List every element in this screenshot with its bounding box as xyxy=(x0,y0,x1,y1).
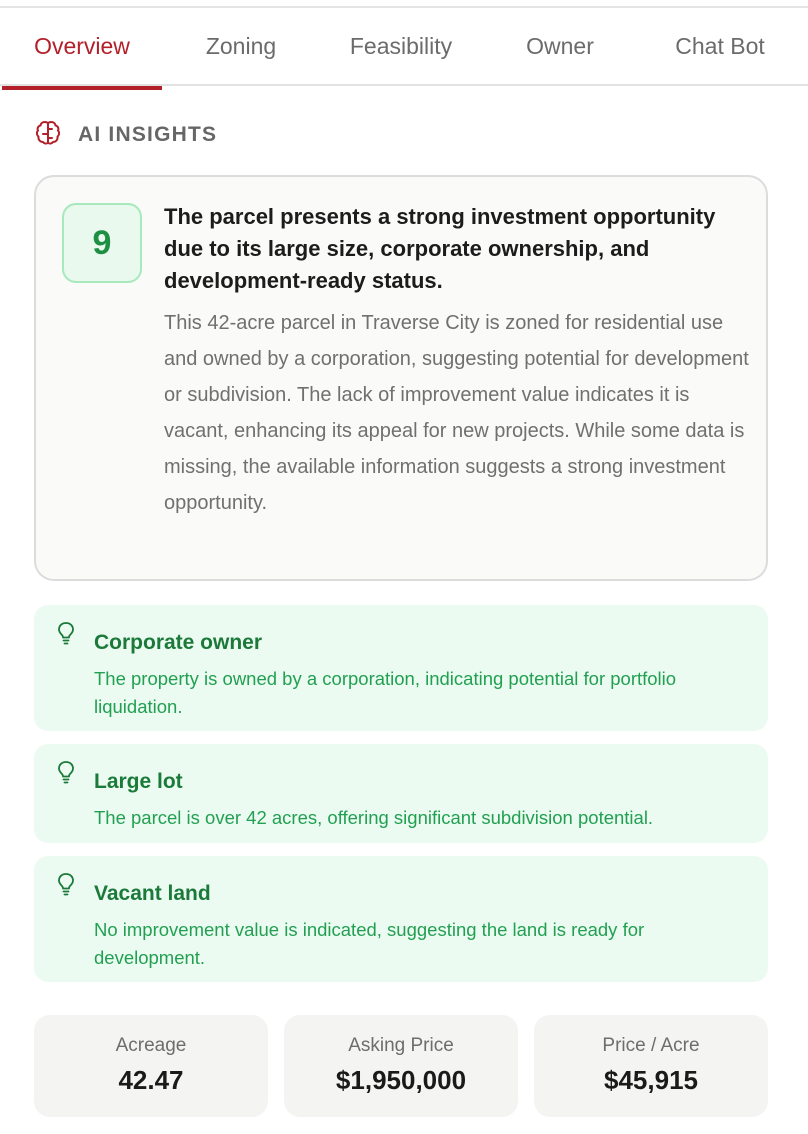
stat-value: $1,950,000 xyxy=(335,1065,467,1095)
insight-card-corporate-owner xyxy=(34,605,768,731)
stat-label: Acreage xyxy=(115,1035,187,1056)
active-tab-indicator xyxy=(2,86,162,90)
tab-chat-bot[interactable]: Chat Bot xyxy=(675,32,765,59)
tab-zoning[interactable]: Zoning xyxy=(205,32,277,59)
insight-description: The parcel is over 42 acres, offering significant subdivision potential. xyxy=(94,807,654,828)
summary-headline: The parcel presents a strong investment opportunity due to its large size, corporate ownership, and development-ready status. xyxy=(164,204,716,293)
insight-title: Large lot xyxy=(94,770,183,793)
stat-value: $45,915 xyxy=(604,1065,698,1095)
lightbulb-icon xyxy=(56,872,76,903)
insight-description: No improvement value is indicated, suggesting the land is ready for development. xyxy=(94,919,645,968)
insight-title: Vacant land xyxy=(94,882,211,905)
stat-asking-price xyxy=(284,1015,518,1117)
section-title: AI INSIGHTS xyxy=(78,123,218,146)
lightbulb-icon xyxy=(56,621,76,652)
summary-description: This 42-acre parcel in Traverse City is zoned for residential use and owned by a corporation, suggesting potential for development or subdivision. The lack of improvement value indicates it is vacant, enhancing its appeal for new projects. While some data is missing, the available information suggests a strong investment opportunity. xyxy=(164,312,749,514)
tab-overview[interactable]: Overview xyxy=(34,32,130,59)
insight-card-vacant-land xyxy=(34,856,768,982)
lightbulb-icon xyxy=(56,760,76,791)
ai-summary-card xyxy=(34,175,768,581)
stat-acreage xyxy=(34,1015,268,1117)
tab-bar xyxy=(0,8,808,86)
tab-feasibility[interactable]: Feasibility xyxy=(349,32,453,59)
brain-icon xyxy=(34,119,62,152)
insight-card-large-lot xyxy=(34,744,768,843)
stat-label: Asking Price xyxy=(348,1035,454,1056)
section-heading xyxy=(34,120,217,150)
investment-score-badge: 9 xyxy=(62,203,142,283)
insight-title: Corporate owner xyxy=(94,631,263,654)
stat-price-per-acre xyxy=(534,1015,768,1117)
stat-value: 42.47 xyxy=(118,1065,184,1095)
insight-description: The property is owned by a corporation, indicating potential for portfolio liquidation. xyxy=(94,668,677,717)
stat-label: Price / Acre xyxy=(602,1035,700,1056)
tab-owner[interactable]: Owner xyxy=(526,32,594,59)
